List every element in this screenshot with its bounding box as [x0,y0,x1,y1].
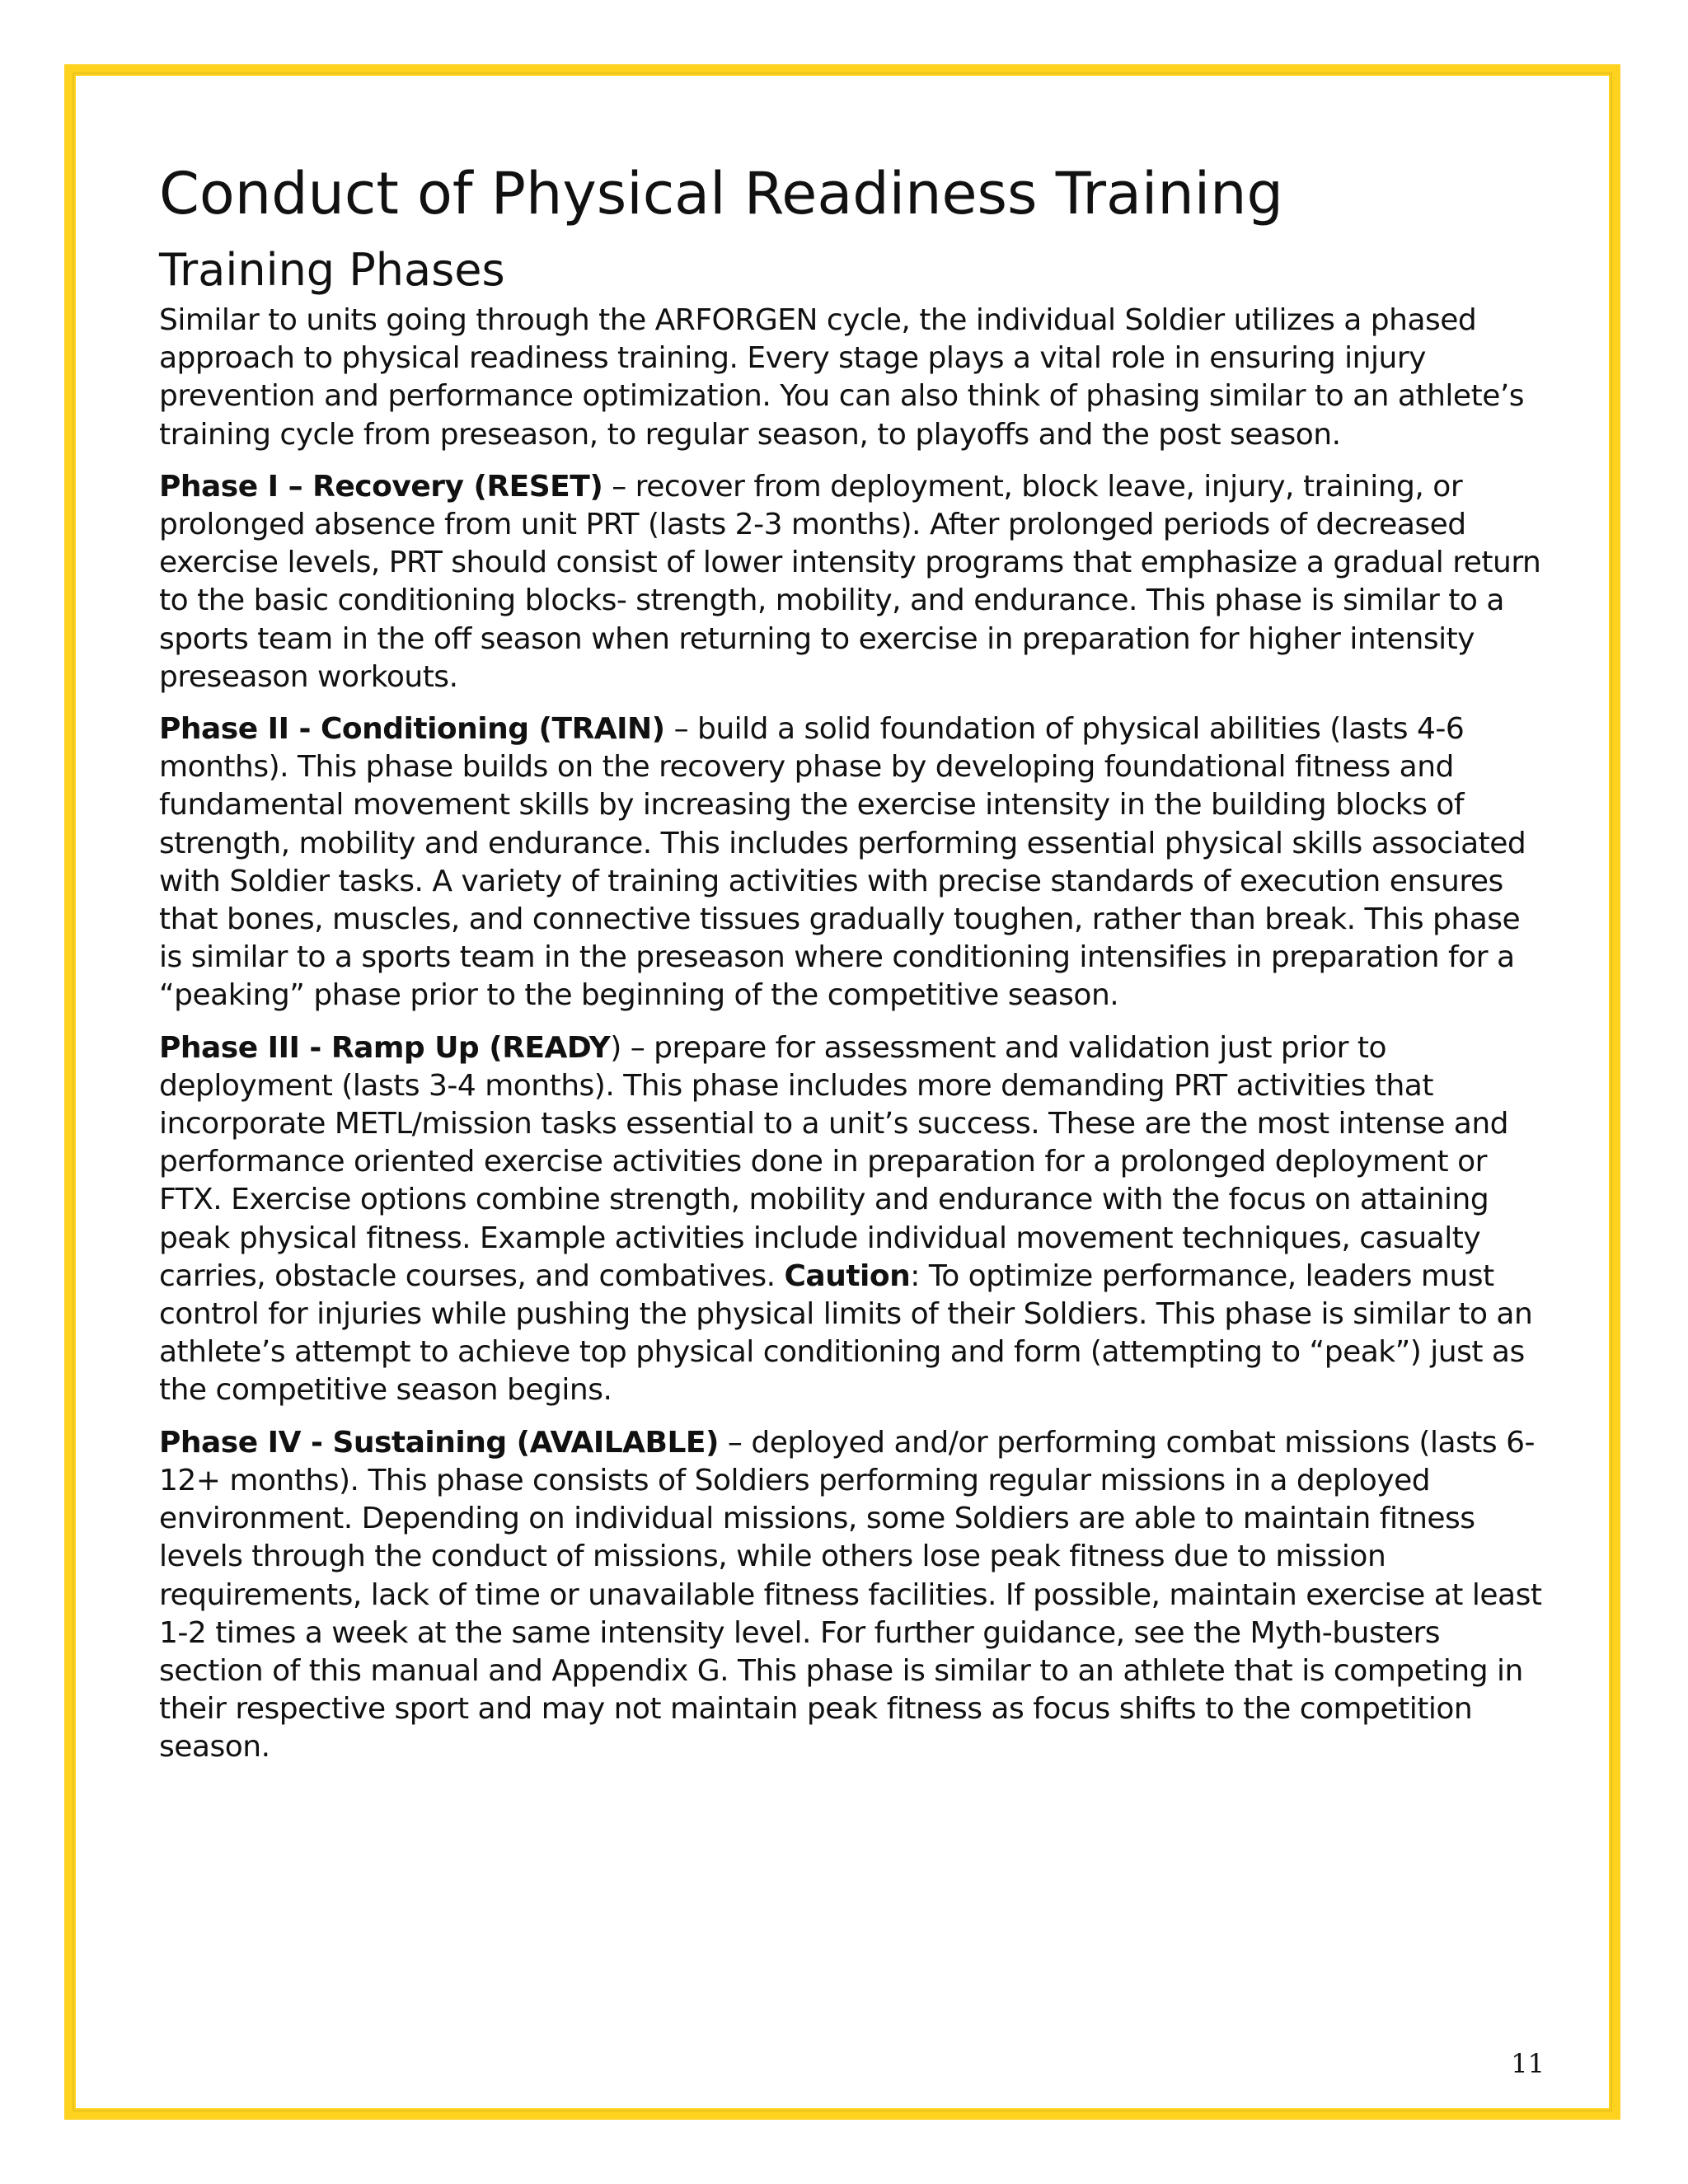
phase-2-paragraph [159,710,1544,1015]
phase-3-text: ) – prepare for assessment and validation just prior to deployment (lasts 3-4 months). This phase includes more demanding PRT activities that incorporate METL/mission tasks essential to a unit’s success. These are the most intense and performance oriented exercise activities done in preparation for a prolonged deployment or FTX. Exercise options combine strength, mobility and endurance with the focus on attaining peak physical fitness. Example activities include individual movement techniques, casualty carries, obstacle courses, and combatives. [159,1030,1509,1293]
phase-2-label: Phase II - Conditioning (TRAIN) [159,712,665,747]
phase-1-paragraph [159,468,1544,696]
phase-4-paragraph [159,1424,1544,1767]
phase-4-text: – deployed and/or performing combat missions (lasts 6-12+ months). This phase consists of Soldiers performing regular missions in a deployed environment. Depending on individual missions, some Soldiers are able to maintain fitness levels through the conduct of missions, while others lose peak fitness due to mission requirements, lack of time or unavailable fitness facilities. If possible, maintain exercise at least 1-2 times a week at the same intensity level. For further guidance, see the Myth-busters section of this manual and Appendix G. This phase is similar to an athlete that is competing in their respective sport and may not maintain peak fitness as focus shifts to the competition season. [159,1425,1542,1765]
phase-2-text: – build a solid foundation of physical abilities (lasts 4-6 months). This phase builds on the recovery phase by developing foundational fitness and fundamental movement skills by increasing the exercise intensity in the building blocks of strength, mobility and endurance. This includes performing essential physical skills associated with Soldier tasks. A variety of training activities with precise standards of execution ensures that bones, muscles, and connective tissues gradually toughen, rather than break. This phase is similar to a sports team in the preseason where conditioning intensifies in preparation for a “peaking” phase prior to the beginning of the competitive season. [159,712,1526,1013]
caution-label: Caution [784,1258,911,1293]
phase-1-label: Phase I – Recovery (RESET) [159,469,603,504]
section-heading: Training Phases [159,244,505,296]
page-content [159,148,1544,1781]
intro-paragraph: Similar to units going through the ARFORGEN cycle, the individual Soldier utilizes a phased approach to physical readiness training. Every stage plays a vital role in ensuring injury prevention and performance optimization. You can also think of phasing similar to an athlete’s training cycle from preseason, to regular season, to playoffs and the post season. [159,303,1525,452]
page-number: 11 [1511,2048,1545,2079]
phase-4-label: Phase IV - Sustaining (AVAILABLE) [159,1425,719,1460]
page-title: Conduct of Physical Readiness Training [159,160,1283,227]
phase-3-paragraph [159,1029,1544,1410]
phase-3-label: Phase III - Ramp Up (READY [159,1030,611,1065]
phase-1-text: – recover from deployment, block leave, injury, training, or prolonged absence from unit PRT (lasts 2-3 months). After prolonged periods of decreased exercise levels, PRT should consist of lower intensity programs that emphasize a gradual return to the basic conditioning blocks- strength, mobility, and endurance. This phase is similar to a sports team in the off season when returning to exercise in preparation for higher intensity preseason workouts. [159,469,1541,694]
caution-text: : To optimize performance, leaders must control for injuries while pushing the physical limits of their Soldiers. This phase is similar to an athlete’s attempt to achieve top physical conditioning and form (attempting to “peak”) just as the competitive season begins. [159,1258,1533,1408]
